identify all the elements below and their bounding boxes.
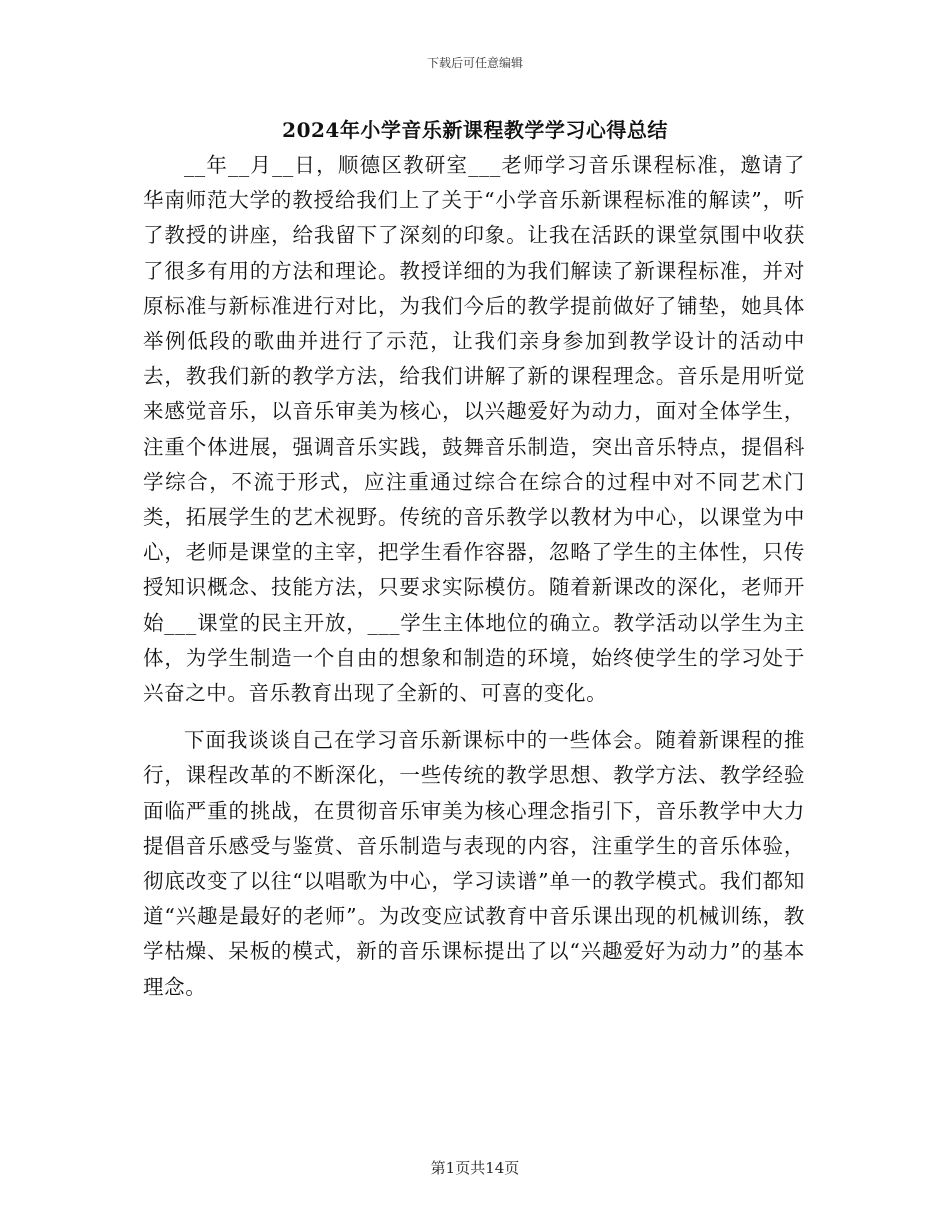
paragraph-2: 下面我谈谈自己在学习音乐新课标中的一些体会。随着新课程的推行，课程改革的不断深化，一些传统的教学思想、教学方法、教学经验面临严重的挑战，在贯彻音乐审美为核心理念指引下，音乐教学中大力提倡音乐感受与鉴赏、音乐制造与表现的内容，注重学生的音乐体验，彻底改变了以往“以唱歌为中心，学习读谱”单一的教学模式。我们都知道“兴趣是最好的老师”。为改变应试教育中音乐课出现的机械训练，教学枯燥、呆板的模式，新的音乐课标提出了以“兴趣爱好为动力”的基本理念。 xyxy=(143,728,805,999)
header-note: 下载后可任意编辑 xyxy=(426,56,523,70)
document-title: 2024年小学音乐新课程教学学习心得总结 xyxy=(282,118,668,142)
document-body xyxy=(143,148,805,1005)
page-number: 第1页共14页 xyxy=(430,1159,520,1177)
paragraph-1: __年__月__日，顺德区教研室___老师学习音乐课程标准，邀请了华南师范大学的教授给我们上了关于“小学音乐新课程标准的解读”，听了教授的讲座，给我留下了深刻的印象。让我在活跃的课堂氛围中收获了很多有用的方法和理论。教授详细的为我们解读了新课程标准，并对原标准与新标准进行对比，为我们今后的教学提前做好了铺垫，她具体举例低段的歌曲并进行了示范，让我们亲身参加到教学设计的活动中去，教我们新的教学方法，给我们讲解了新的课程理念。音乐是用听觉来感觉音乐，以音乐审美为核心，以兴趣爱好为动力，面对全体学生，注重个体进展，强调音乐实践，鼓舞音乐制造，突出音乐特点，提倡科学综合，不流于形式，应注重通过综合在综合的过程中对不同艺术门类，拓展学生的艺术视野。传统的音乐教学以教材为中心，以课堂为中心，老师是课堂的主宰，把学生看作容器，忽略了学生的主体性，只传授知识概念、技能方法，只要求实际模仿。随着新课改的深化，老师开始___课堂的民主开放，___学生主体地位的确立。教学活动以学生为主体，为学生制造一个自由的想象和制造的环境，始终使学生的学习处于兴奋之中。音乐教育出现了全新的、可喜的变化。 xyxy=(143,153,805,706)
